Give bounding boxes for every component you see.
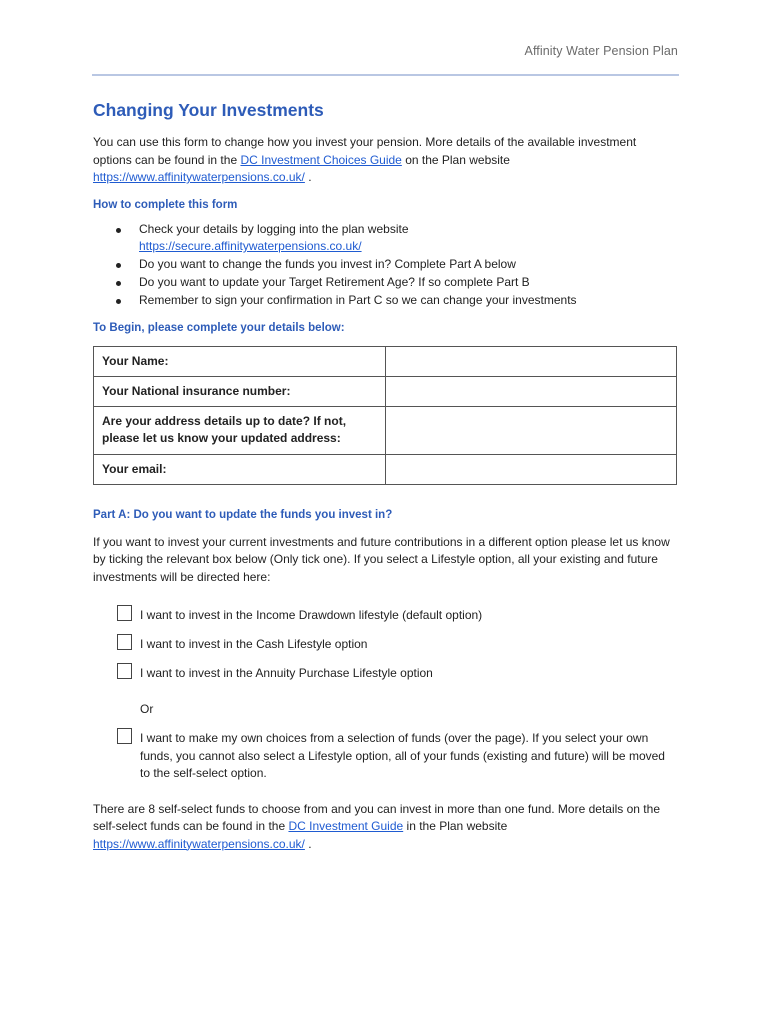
ni-number-field[interactable] [385,376,676,406]
footer-text: There are 8 self-select funds to choose from and you can invest in more than one fund. More details on the self-select funds can be found in the [93,801,660,833]
footer-text-mid: in the Plan website [403,819,508,833]
intro-text: You can use this form to change how you invest your pension. More details of the available investment options can be found in the [93,135,637,167]
table-row [94,376,677,406]
self-select-paragraph [93,801,678,854]
table-row [94,346,677,376]
email-label: Your email: [94,454,386,484]
income-drawdown-checkbox[interactable] [117,605,132,621]
list-item [93,221,678,256]
page-title: Changing Your Investments [93,100,324,120]
bullet-icon [116,263,121,268]
bullet-text: Check your details by logging into the plan website [139,221,409,236]
bullet-text: Remember to sign your confirmation in Part C so we can change your investments [139,293,577,307]
bullet-icon [116,281,121,286]
or-separator: Or [140,701,154,716]
bullet-text: Do you want to change the funds you invest in? Complete Part A below [139,257,516,271]
name-field[interactable] [385,346,676,376]
own-choices-checkbox[interactable] [117,728,132,744]
option-label: I want to invest in the Annuity Purchase Lifestyle option [140,666,433,680]
table-row [94,454,677,484]
part-a-intro: If you want to invest your current investments and future contributions in a different option please let us know by ticking the relevant box below (Only tick one). If you select a Lifestyle option, all your existing and future investments will be directed here: [93,534,670,584]
ni-number-label: Your National insurance number: [94,376,386,406]
how-to-list [93,221,678,310]
name-label: Your Name: [94,346,386,376]
bullet-text: Do you want to update your Target Retirement Age? If so complete Part B [139,275,530,289]
option-own-choices [93,730,678,783]
email-field[interactable] [385,454,676,484]
list-item [93,256,678,274]
list-item [93,292,678,310]
header-plan-name: Affinity Water Pension Plan [524,44,678,58]
header-divider [92,74,679,76]
footer-website-link[interactable]: https://www.affinitywaterpensions.co.uk/ [93,836,305,851]
plan-website-link[interactable]: https://www.affinitywaterpensions.co.uk/ [93,170,305,184]
option-income-drawdown [93,607,678,625]
list-item [93,274,678,292]
details-heading: To Begin, please complete your details below: [93,321,345,334]
intro-text-end: . [304,170,312,184]
secure-website-link[interactable]: https://secure.affinitywaterpensions.co.uk/ [139,239,362,253]
option-label: I want to invest in the Cash Lifestyle option [140,637,368,651]
investment-choices-guide-link[interactable]: DC Investment Choices Guide [240,152,402,167]
address-field[interactable] [385,406,676,454]
option-label: I want to make my own choices from a selection of funds (over the page). If you select your own funds, you cannot also select a Lifestyle option, all of your funds (existing and future) will be moved to the self-select option. [140,731,665,780]
bullet-icon [116,299,121,304]
table-row [94,406,677,454]
investment-guide-link[interactable]: DC Investment Guide [288,819,404,833]
footer-text-end: . [304,836,312,851]
option-label: I want to invest in the Income Drawdown lifestyle (default option) [140,608,483,622]
bullet-icon [116,228,121,233]
document-body [93,100,678,853]
how-to-heading: How to complete this form [93,198,238,211]
intro-text-mid: on the Plan website [401,152,510,167]
part-a-heading: Part A: Do you want to update the funds you invest in? [93,508,393,521]
intro-paragraph [93,134,678,187]
option-cash-lifestyle [93,636,678,654]
address-label: Are your address details up to date? If not, please let us know your updated address: [94,406,386,454]
cash-lifestyle-checkbox[interactable] [117,634,132,650]
details-table [93,346,677,485]
annuity-purchase-checkbox[interactable] [117,663,132,679]
option-annuity-purchase [93,665,678,683]
